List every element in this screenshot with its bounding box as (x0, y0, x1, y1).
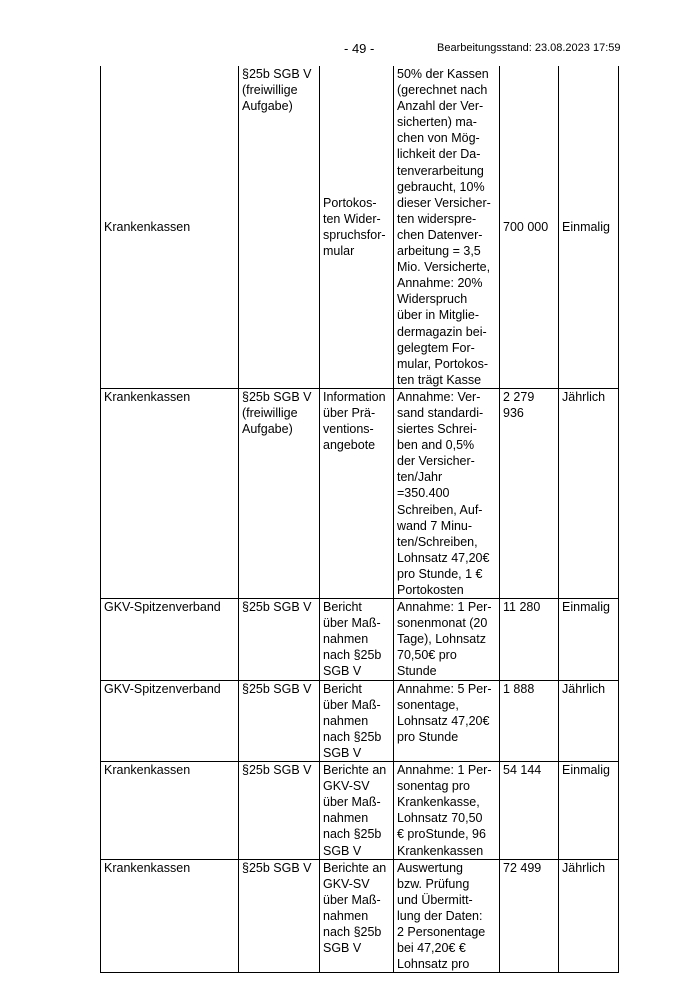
cell-assumption: 50% der Kassen (gerechnet nach Anzahl der Ver- sicherten) ma- chen von Mög- lichkeit der Da- tenverarbeitung gebraucht, 10% dieser Versicher- ten widerspre- chen Datenver- arbeitung = 3,5 Mio. Versicherte, Annahme: 20% Widerspruch über in Mitglie- dermagazin bei- gelegtem For- mular, Portokos- ten trägt Kasse (394, 66, 500, 388)
cell-basis: §25b SGB V (freiwillige Aufgabe) (239, 388, 320, 598)
cell-actor: Krankenkassen (101, 859, 239, 973)
cell-measure: Berichte an GKV-SV über Maß- nahmen nach §25b SGB V (320, 762, 394, 860)
cell-assumption: Annahme: 1 Per- sonentag pro Krankenkasse, Lohnsatz 70,50 € proStunde, 96 Krankenkassen (394, 762, 500, 860)
cell-frequency: Einmalig (559, 66, 619, 388)
cell-actor: GKV-Spitzenverband (101, 599, 239, 680)
cell-actor: Krankenkassen (101, 388, 239, 598)
cell-actor: Krankenkassen (101, 762, 239, 860)
cell-measure: Berichte an GKV-SV über Maß- nahmen nach §25b SGB V (320, 859, 394, 973)
cell-measure: Information über Prä- ventions- angebote (320, 388, 394, 598)
cost-table (100, 66, 619, 973)
table-row (101, 599, 619, 680)
cell-actor: Krankenkassen (101, 66, 239, 388)
document-status: Bearbeitungsstand: 23.08.2023 17:59 (437, 42, 621, 54)
table-row (101, 680, 619, 761)
cell-assumption: Auswertung bzw. Prüfung und Übermitt- lung der Daten: 2 Personentage bei 47,20€ € Lohnsatz pro (394, 859, 500, 973)
cell-amount: 1 888 (500, 680, 559, 761)
cell-frequency: Jährlich (559, 680, 619, 761)
cell-frequency: Jährlich (559, 859, 619, 973)
table-row (101, 859, 619, 973)
cell-measure: Bericht über Maß- nahmen nach §25b SGB V (320, 599, 394, 680)
cell-assumption: Annahme: 1 Per- sonenmonat (20 Tage), Lohnsatz 70,50€ pro Stunde (394, 599, 500, 680)
cell-assumption: Annahme: Ver- sand standardi- siertes Schrei- ben and 0,5% der Versicher- ten/Jahr =350.400 Schreiben, Auf- wand 7 Minu- ten/Schreiben, Lohnsatz 47,20€ pro Stunde, 1 € Portokosten (394, 388, 500, 598)
cell-basis: §25b SGB V (239, 762, 320, 860)
cell-basis: §25b SGB V (freiwillige Aufgabe) (239, 66, 320, 388)
cell-amount: 2 279 936 (500, 388, 559, 598)
cell-actor: GKV-Spitzenverband (101, 680, 239, 761)
cell-measure: Bericht über Maß- nahmen nach §25b SGB V (320, 680, 394, 761)
cell-basis: §25b SGB V (239, 680, 320, 761)
cell-measure: Portokos- ten Wider- spruchsfor- mular (320, 66, 394, 388)
cell-frequency: Einmalig (559, 762, 619, 860)
cell-amount: 700 000 (500, 66, 559, 388)
table-row (101, 66, 619, 388)
cell-frequency: Einmalig (559, 599, 619, 680)
page-number: - 49 - (344, 41, 375, 56)
cell-amount: 11 280 (500, 599, 559, 680)
cell-basis: §25b SGB V (239, 599, 320, 680)
table-row (101, 388, 619, 598)
cell-frequency: Jährlich (559, 388, 619, 598)
cell-assumption: Annahme: 5 Per- sonentage, Lohnsatz 47,20€ pro Stunde (394, 680, 500, 761)
cell-amount: 54 144 (500, 762, 559, 860)
cell-basis: §25b SGB V (239, 859, 320, 973)
table-row (101, 762, 619, 860)
cell-amount: 72 499 (500, 859, 559, 973)
